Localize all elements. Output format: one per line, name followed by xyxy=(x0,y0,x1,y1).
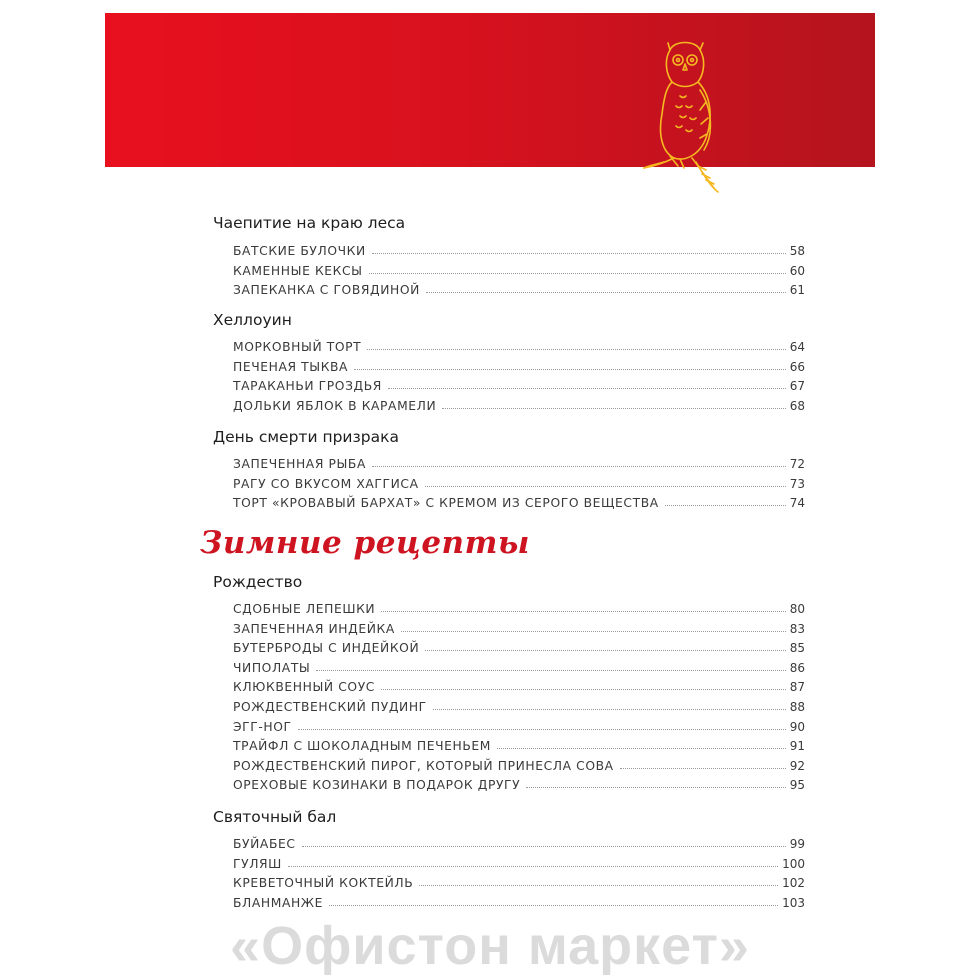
dot-leader xyxy=(433,709,786,710)
entry-title: ОРЕХОВЫЕ КОЗИНАКИ В ПОДАРОК ДРУГУ xyxy=(233,778,521,793)
toc-entry xyxy=(233,872,805,890)
toc-entry xyxy=(233,240,805,258)
entry-page-number: 74 xyxy=(789,496,805,511)
entry-page-number: 64 xyxy=(789,340,805,354)
entry-title: МОРКОВНЫЙ ТОРТ xyxy=(233,340,362,354)
entry-title: ТРАЙФЛ С ШОКОЛАДНЫМ ПЕЧЕНЬЕМ xyxy=(233,739,491,754)
entry-page-number: 88 xyxy=(789,700,805,714)
entry-page-number: 61 xyxy=(789,283,805,298)
dot-leader xyxy=(665,505,786,506)
entry-title: БЛАНМАНЖЕ xyxy=(233,895,324,910)
entry-title: КАМЕННЫЕ КЕКСЫ xyxy=(233,263,363,278)
entry-title: ЗАПЕКАНКА С ГОВЯДИНОЙ xyxy=(233,283,420,298)
toc-entry xyxy=(233,453,805,471)
toc-entry xyxy=(233,336,805,354)
toc-entry xyxy=(233,716,805,734)
entry-page-number: 68 xyxy=(789,398,805,413)
entry-title: СДОБНЫЕ ЛЕПЕШКИ xyxy=(233,602,376,616)
entry-title: ЗАПЕЧЕННАЯ ИНДЕЙКА xyxy=(233,621,395,636)
toc-entry xyxy=(233,774,805,792)
dot-leader xyxy=(442,408,785,409)
watermark: «Офистон маркет» xyxy=(230,916,750,976)
entry-page-number: 86 xyxy=(789,660,805,675)
dot-leader xyxy=(388,388,786,389)
entry-title: БУЙАБЕС xyxy=(233,837,296,851)
dot-leader xyxy=(298,729,786,730)
dot-leader xyxy=(425,486,786,487)
entry-title: РАГУ СО ВКУСОМ ХАГГИСА xyxy=(233,476,419,491)
toc-entry xyxy=(233,395,805,413)
entry-page-number: 73 xyxy=(789,476,805,491)
dot-leader xyxy=(425,650,785,651)
dot-leader xyxy=(381,611,786,612)
entry-page-number: 102 xyxy=(782,876,805,891)
entry-title: КРЕВЕТОЧНЫЙ КОКТЕЙЛЬ xyxy=(233,876,414,891)
dot-leader xyxy=(316,670,785,671)
toc-entry xyxy=(233,833,805,851)
dot-leader xyxy=(369,273,786,274)
dot-leader xyxy=(426,292,786,293)
entry-title: КЛЮКВЕННЫЙ СОУС xyxy=(233,680,375,695)
dot-leader xyxy=(367,349,785,350)
entry-title: ЧИПОЛАТЫ xyxy=(233,660,311,675)
dot-leader xyxy=(302,846,786,847)
toc-entry xyxy=(233,618,805,636)
dot-leader xyxy=(329,905,778,906)
entry-page-number: 87 xyxy=(789,680,805,695)
entry-title: БУТЕРБРОДЫ С ИНДЕЙКОЙ xyxy=(233,641,420,656)
entry-title: РОЖДЕСТВЕНСКИЙ ПИРОГ, КОТОРЫЙ ПРИНЕСЛА СОВА xyxy=(233,758,614,773)
entry-title: ЗАПЕЧЕННАЯ РЫБА xyxy=(233,457,366,471)
dot-leader xyxy=(288,866,778,867)
entry-page-number: 91 xyxy=(789,739,805,754)
entry-title: ПЕЧЕНАЯ ТЫКВА xyxy=(233,359,349,374)
toc-entry xyxy=(233,853,805,871)
entry-page-number: 80 xyxy=(789,602,805,616)
toc-entry xyxy=(233,598,805,616)
toc-entry xyxy=(233,696,805,714)
toc-entry xyxy=(233,892,805,910)
entry-page-number: 100 xyxy=(782,856,805,871)
entry-page-number: 66 xyxy=(789,359,805,374)
entry-page-number: 60 xyxy=(789,263,805,278)
section-heading: Чаепитие на краю леса xyxy=(213,214,406,232)
entry-page-number: 99 xyxy=(789,837,805,851)
toc-entry xyxy=(233,637,805,655)
dot-leader xyxy=(526,787,785,788)
dot-leader xyxy=(497,748,786,749)
dot-leader xyxy=(381,689,786,690)
toc-entry xyxy=(233,473,805,491)
entry-page-number: 95 xyxy=(789,778,805,793)
entry-page-number: 72 xyxy=(789,457,805,471)
section-heading: День смерти призрака xyxy=(213,428,399,446)
dot-leader xyxy=(372,466,786,467)
entry-page-number: 83 xyxy=(789,621,805,636)
entry-page-number: 85 xyxy=(789,641,805,656)
toc-entry xyxy=(233,279,805,297)
toc-entry xyxy=(233,492,805,510)
toc-entry xyxy=(233,676,805,694)
owl-illustration-icon xyxy=(640,38,730,193)
header-banner xyxy=(105,13,875,167)
entry-page-number: 67 xyxy=(789,379,805,394)
toc-entry xyxy=(233,735,805,753)
section-heading: Святочный бал xyxy=(213,808,337,826)
entry-page-number: 90 xyxy=(789,719,805,734)
entry-title: ГУЛЯШ xyxy=(233,856,282,871)
toc-entry xyxy=(233,260,805,278)
entry-title: ТОРТ «КРОВАВЫЙ БАРХАТ» С КРЕМОМ ИЗ СЕРОГО ВЕЩЕСТВА xyxy=(233,496,659,511)
entry-page-number: 58 xyxy=(789,244,805,258)
entry-title: ЭГГ-НОГ xyxy=(233,719,292,734)
entry-title: БАТСКИЕ БУЛОЧКИ xyxy=(233,244,366,258)
entry-title: ДОЛЬКИ ЯБЛОК В КАРАМЕЛИ xyxy=(233,398,437,413)
dot-leader xyxy=(419,885,778,886)
toc-entry xyxy=(233,657,805,675)
toc-entry xyxy=(233,356,805,374)
section-heading: Рождество xyxy=(213,573,303,591)
entry-title: РОЖДЕСТВЕНСКИЙ ПУДИНГ xyxy=(233,700,427,714)
dot-leader xyxy=(620,768,786,769)
section-heading: Хеллоуин xyxy=(213,311,292,329)
toc-entry xyxy=(233,375,805,393)
dot-leader xyxy=(372,253,786,254)
dot-leader xyxy=(354,369,786,370)
season-title: Зимние рецепты xyxy=(200,525,530,561)
entry-title: ТАРАКАНЬИ ГРОЗДЬЯ xyxy=(233,379,382,394)
entry-page-number: 92 xyxy=(789,758,805,773)
toc-entry xyxy=(233,755,805,773)
entry-page-number: 103 xyxy=(782,895,805,910)
dot-leader xyxy=(401,631,786,632)
